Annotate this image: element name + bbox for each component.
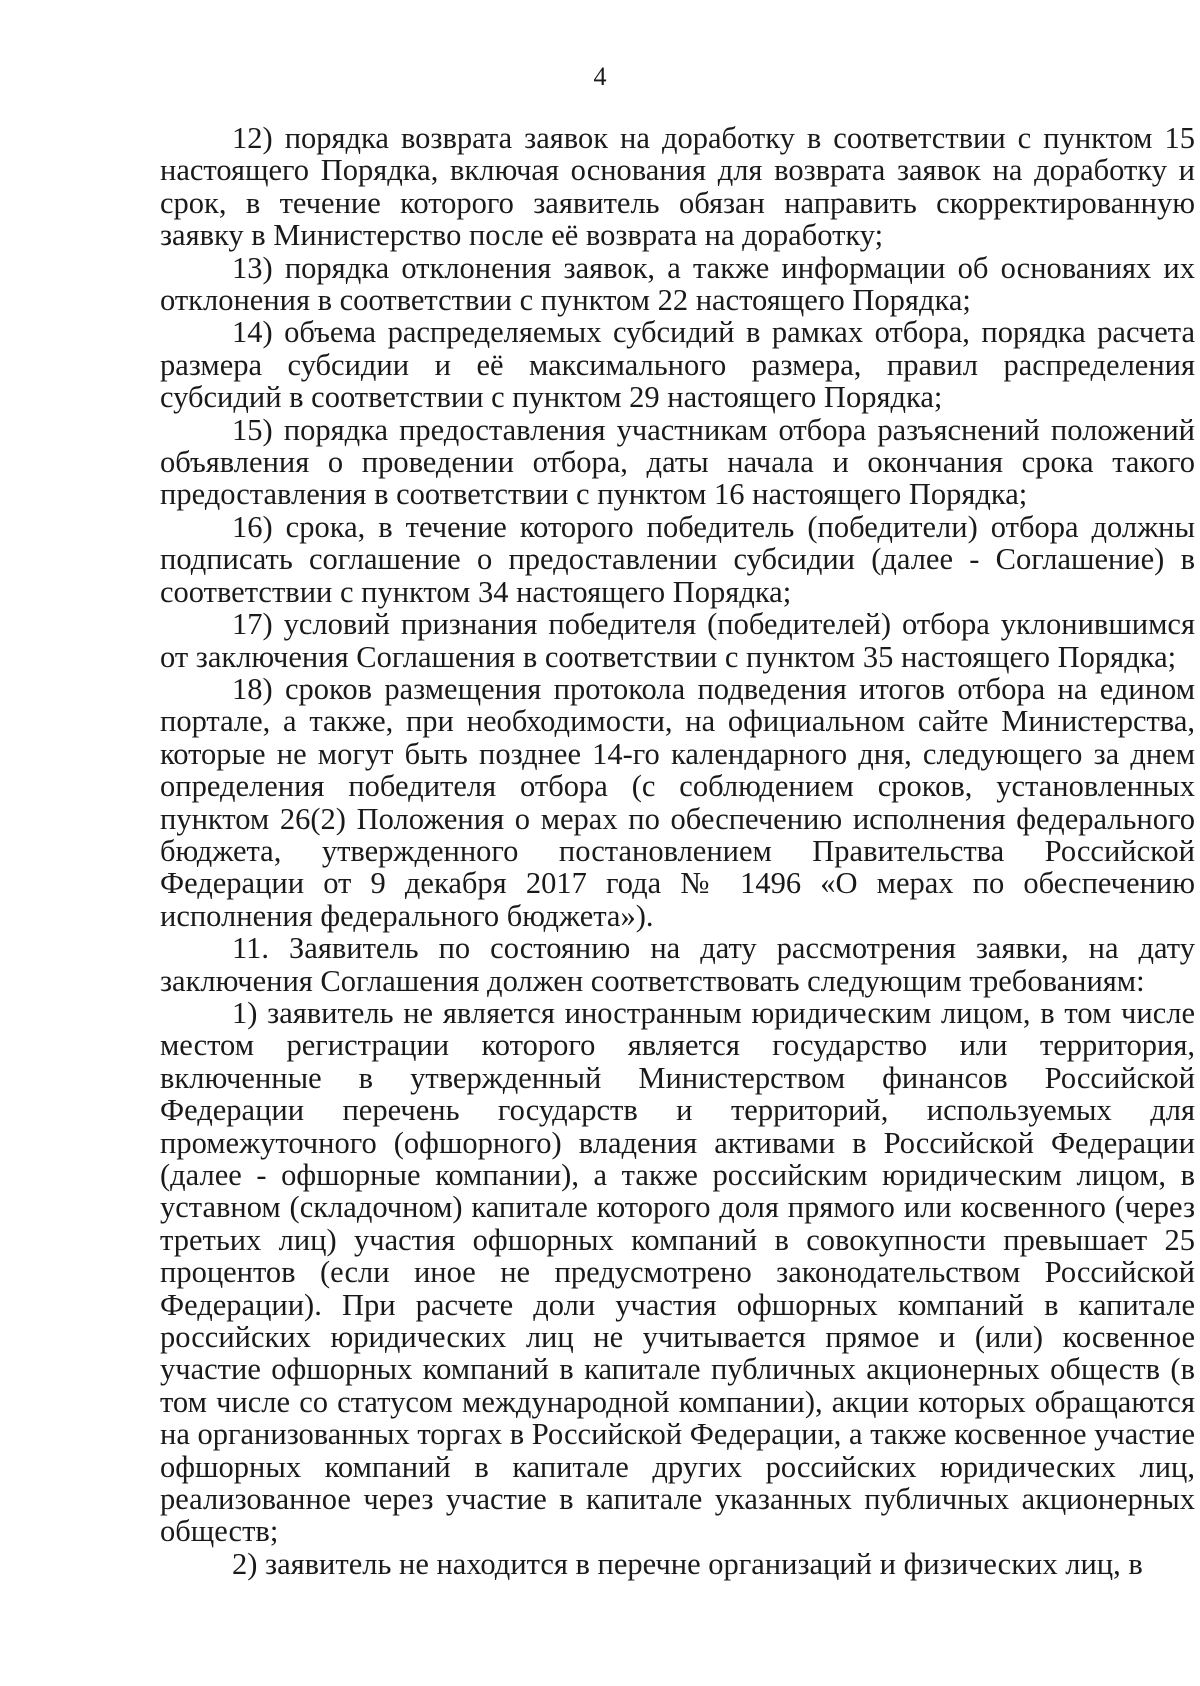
paragraph-clause-11: 11. Заявитель по состоянию на дату рассмотрения заявки, на дату заключения Соглашения должен соответствовать следующим требованиям: <box>160 931 1195 998</box>
paragraph-item-13: 13) порядка отклонения заявок, а также информации об основаниях их отклонения в соответствии с пунктом 22 настоящего Порядка; <box>160 250 1195 318</box>
paragraph-requirement-1: 1) заявитель не является иностранным юридическим лицом, в том числе местом регистрации которого является государство или территория, включенные в утвержденный Министерством финансов Российской Федерации перечень государств и территорий, используемых для промежуточного (офшорного) владения активами в Российской Федерации (далее - офшорные компании), а также российским юридическим лицом, в уставном (складочном) капитале которого доля прямого или косвенного (через третьих лиц) участия офшорных компаний в совокупности превышает 25 процентов (если иное не предусмотрено законодательством Российской Федерации). При расчете доли участия офшорных компаний в капитале российских юридических лиц не учитывается прямое и (или) косвенное участие офшорных компаний в капитале публичных акционерных обществ (в том числе со статусом международной компании), акции которых обращаются на организованных торгах в Российской Федерации, а также косвенное участие офшорных компаний в капитале других российских юридических лиц, реализованное через участие в капитале указанных публичных акционерных обществ; <box>160 995 1195 1549</box>
paragraph-item-15: 15) порядка предоставления участникам отбора разъяснений положений объявления о проведении отбора, даты начала и окончания срока такого предоставления в соответствии с пунктом 16 настоящего Порядка; <box>160 412 1195 512</box>
paragraph-item-18: 18) сроков размещения протокола подведения итогов отбора на едином портале, а также, при необходимости, на официальном сайте Министерства, которые не могут быть позднее 14-го календарного дня, следующего за днем определения победителя отбора (с соблюдением сроков, установленных пунктом 26(2) Положения о мерах по обеспечению исполнения федерального бюджета, утвержденного постановлением Правительства Российской Федерации от 9 декабря 2017 года № 1496 «О мерах по обеспечению исполнения федерального бюджета»). <box>160 671 1195 933</box>
page-number: 4 <box>593 62 607 91</box>
paragraph-item-17: 17) условий признания победителя (победителей) отбора уклонившимся от заключения Соглашения в соответствии с пунктом 35 настоящего Порядка; <box>160 607 1195 674</box>
paragraph-requirement-2: 2) заявитель не находится в перечне организаций и физических лиц, в <box>232 1546 1143 1581</box>
paragraph-item-14: 14) объема распределяемых субсидий в рамках отбора, порядка расчета размера субсидии и её максимального размера, правил распределения субсидий в соответствии с пунктом 29 настоящего Порядка; <box>160 315 1195 415</box>
paragraph-item-16: 16) срока, в течение которого победитель (победители) отбора должны подписать соглашение о предоставлении субсидии (далее - Соглашение) в соответствии с пунктом 34 настоящего Порядка; <box>160 509 1195 609</box>
paragraph-item-12: 12) порядка возврата заявок на доработку в соответствии с пунктом 15 настоящего Порядка, включая основания для возврата заявок на доработку и срок, в течение которого заявитель обязан направить скорректированную заявку в Министерство после её возврата на доработку; <box>160 121 1195 253</box>
document-body <box>160 122 1195 1580</box>
